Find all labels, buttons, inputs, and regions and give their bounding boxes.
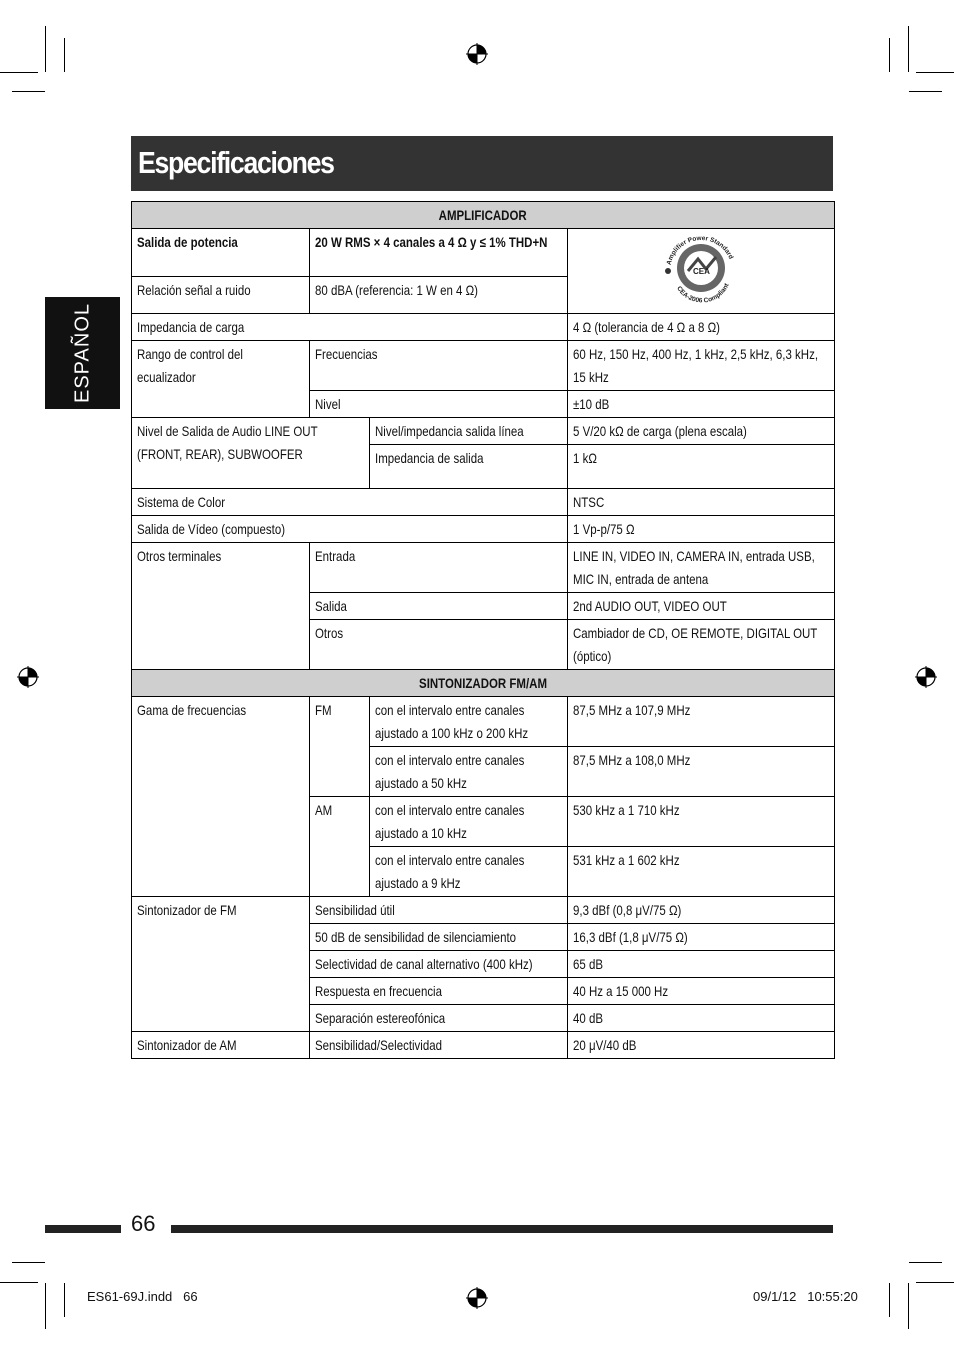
- crop-mark: [12, 1262, 45, 1263]
- table-row: [132, 1032, 835, 1059]
- fm-100-value: 87,5 MHz a 107,9 MHz: [568, 697, 835, 747]
- am-tuner-label: Sintonizador de AM: [132, 1032, 310, 1059]
- crop-mark: [0, 72, 38, 73]
- stereo-separation-value: 40 dB: [568, 1005, 835, 1032]
- video-output-label: Salida de Vídeo (compuesto): [132, 516, 568, 543]
- fm-band-label: FM: [310, 697, 370, 797]
- load-impedance-label: Impedancia de carga: [132, 314, 568, 341]
- table-row: [132, 897, 835, 924]
- cea-logo-cell: [568, 229, 835, 314]
- am-9-label: con el intervalo entre canales ajustado a 9 kHz: [370, 847, 568, 897]
- am-band-label: AM: [310, 797, 370, 897]
- load-impedance-value: 4 Ω (tolerancia de 4 Ω a 8 Ω): [568, 314, 835, 341]
- audio-output-label: Nivel de Salida de Audio LINE OUT (FRONT, REAR), SUBWOOFER: [132, 418, 370, 489]
- crop-mark: [0, 1282, 38, 1283]
- am-10-label: con el intervalo entre canales ajustado a 10 kHz: [370, 797, 568, 847]
- crop-mark: [45, 1283, 46, 1329]
- table-row: [132, 516, 835, 543]
- frequency-response-label: Respuesta en frecuencia: [310, 978, 568, 1005]
- input-label: Entrada: [310, 543, 568, 593]
- color-system-value: NTSC: [568, 489, 835, 516]
- page-number: 66: [131, 1211, 156, 1236]
- line-level-value: 5 V/20 kΩ de carga (plena escala): [568, 418, 835, 445]
- equalizer-frequency-value: 60 Hz, 150 Hz, 400 Hz, 1 kHz, 2,5 kHz, 6,3 kHz, 15 kHz: [568, 341, 835, 391]
- snr-label: Relación señal a ruido: [132, 277, 310, 314]
- crop-mark: [64, 1283, 65, 1317]
- output-label: Salida: [310, 593, 568, 620]
- registration-mark-icon: [17, 666, 39, 688]
- table-row: [132, 341, 835, 391]
- line-level-label: Nivel/impedancia salida línea: [370, 418, 568, 445]
- others-label: Otros: [310, 620, 568, 670]
- table-row: [132, 697, 835, 747]
- registration-mark-icon: [466, 43, 488, 65]
- page-title-bar: [131, 136, 833, 191]
- quieting-sensitivity-value: 16,3 dBf (1,8 μV/75 Ω): [568, 924, 835, 951]
- table-row: [132, 229, 835, 277]
- crop-mark: [908, 1283, 909, 1329]
- am-9-value: 531 kHz a 1 602 kHz: [568, 847, 835, 897]
- am-10-value: 530 kHz a 1 710 kHz: [568, 797, 835, 847]
- color-system-label: Sistema de Color: [132, 489, 568, 516]
- crop-mark: [916, 1282, 954, 1283]
- power-output-value: 20 W RMS × 4 canales a 4 Ω y ≤ 1% THD+N: [310, 229, 568, 277]
- usable-sensitivity-label: Sensibilidad útil: [310, 897, 568, 924]
- svg-text:CEA-2006 Compliant: CEA-2006 Compliant: [675, 282, 731, 305]
- crop-mark: [45, 26, 46, 72]
- table-row: [132, 314, 835, 341]
- language-tab: [45, 297, 120, 409]
- crop-mark: [889, 1283, 890, 1317]
- equalizer-level-label: Nivel: [310, 391, 568, 418]
- crop-mark: [12, 91, 45, 92]
- quieting-sensitivity-label: 50 dB de sensibilidad de silenciamiento: [310, 924, 568, 951]
- fm-50-value: 87,5 MHz a 108,0 MHz: [568, 747, 835, 797]
- frequency-range-label: Gama de frecuencias: [132, 697, 310, 897]
- crop-mark: [909, 1262, 942, 1263]
- output-impedance-label: Impedancia de salida: [370, 445, 568, 489]
- crop-mark: [908, 26, 909, 72]
- table-row: [132, 670, 835, 697]
- registration-mark-icon: [915, 666, 937, 688]
- slug-timestamp: 09/1/12 10:55:20: [753, 1289, 858, 1304]
- fm-tuner-label: Sintonizador de FM: [132, 897, 310, 1032]
- output-value: 2nd AUDIO OUT, VIDEO OUT: [568, 593, 835, 620]
- table-row: [132, 202, 835, 229]
- equalizer-level-value: ±10 dB: [568, 391, 835, 418]
- language-tab-label: ESPAÑOL: [71, 303, 93, 403]
- equalizer-frequency-label: Frecuencias: [310, 341, 568, 391]
- svg-text:CEA: CEA: [693, 267, 710, 276]
- usable-sensitivity-value: 9,3 dBf (0,8 μV/75 Ω): [568, 897, 835, 924]
- power-output-label: Salida de potencia: [132, 229, 310, 277]
- crop-mark: [64, 38, 65, 72]
- cea-2006-compliant-logo: [660, 231, 742, 305]
- alternate-channel-label: Selectividad de canal alternativo (400 kHz): [310, 951, 568, 978]
- registration-mark-icon: [466, 1287, 488, 1309]
- input-value: LINE IN, VIDEO IN, CAMERA IN, entrada USB, MIC IN, entrada de antena: [568, 543, 835, 593]
- stereo-separation-label: Separación estereofónica: [310, 1005, 568, 1032]
- table-row: [132, 489, 835, 516]
- output-impedance-value: 1 kΩ: [568, 445, 835, 489]
- crop-mark: [909, 91, 942, 92]
- other-terminals-label: Otros terminales: [132, 543, 310, 670]
- svg-text:Amplifier Power Standard: Amplifier Power Standard: [665, 234, 735, 266]
- section-header-tuner: SINTONIZADOR FM/AM: [132, 670, 835, 697]
- footer-rule-left: [45, 1225, 121, 1233]
- crop-mark: [916, 72, 954, 73]
- frequency-response-value: 40 Hz a 15 000 Hz: [568, 978, 835, 1005]
- specifications-table: [131, 201, 835, 1059]
- fm-50-label: con el intervalo entre canales ajustado a 50 kHz: [370, 747, 568, 797]
- footer-rule-right: [171, 1225, 833, 1233]
- snr-value: 80 dBA (referencia: 1 W en 4 Ω): [310, 277, 568, 314]
- others-value: Cambiador de CD, OE REMOTE, DIGITAL OUT (óptico): [568, 620, 835, 670]
- slug-file-info: ES61-69J.indd 66: [87, 1289, 198, 1304]
- table-row: [132, 543, 835, 593]
- am-sensitivity-value: 20 μV/40 dB: [568, 1032, 835, 1059]
- fm-100-label: con el intervalo entre canales ajustado a 100 kHz o 200 kHz: [370, 697, 568, 747]
- video-output-value: 1 Vp-p/75 Ω: [568, 516, 835, 543]
- table-row: [132, 418, 835, 445]
- am-sensitivity-label: Sensibilidad/Selectividad: [310, 1032, 568, 1059]
- section-header-amplifier: AMPLIFICADOR: [132, 202, 835, 229]
- equalizer-label: Rango de control del ecualizador: [132, 341, 310, 418]
- page-title: Especificaciones: [138, 145, 334, 180]
- alternate-channel-value: 65 dB: [568, 951, 835, 978]
- crop-mark: [889, 38, 890, 72]
